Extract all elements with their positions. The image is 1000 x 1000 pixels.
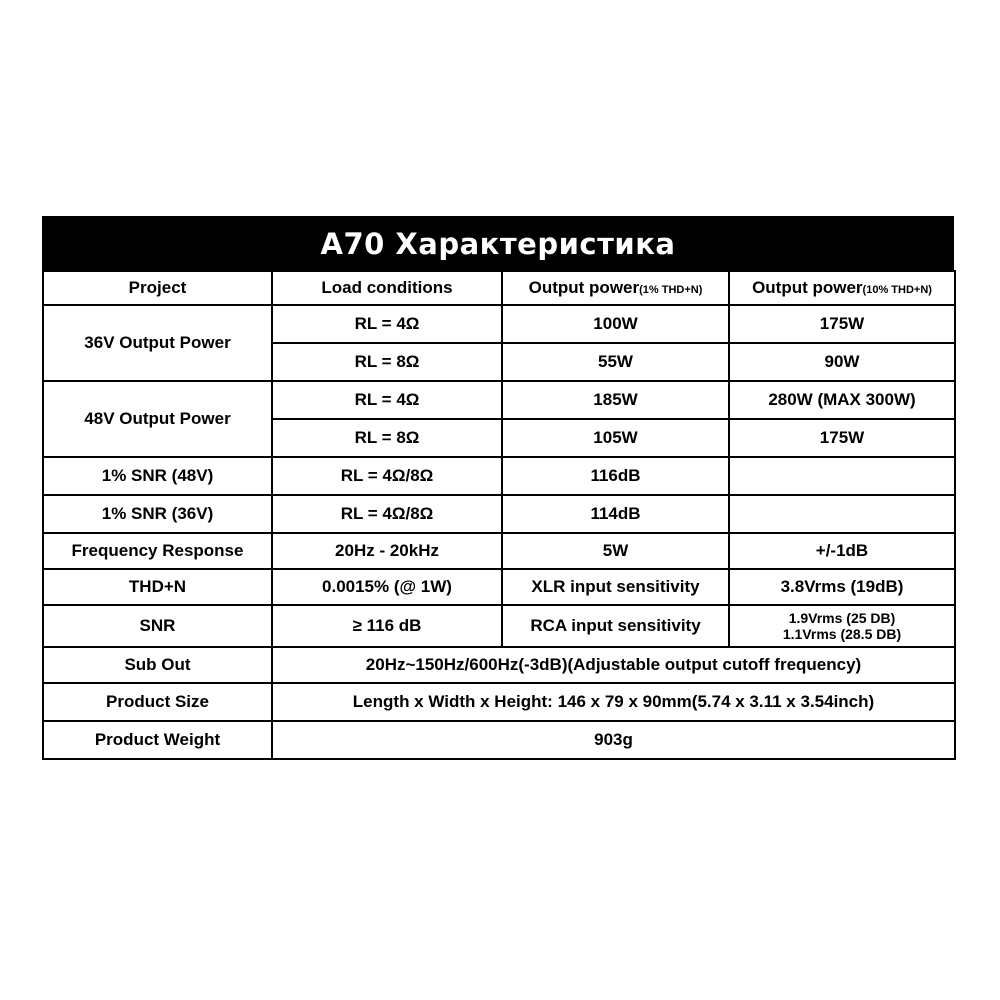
- row-48v-8ohm-10pct: 175W: [729, 419, 955, 457]
- row-48v-4ohm-1pct: 185W: [502, 381, 729, 419]
- row-snr48-label: 1% SNR (48V): [43, 457, 272, 495]
- spec-sheet: [42, 216, 954, 760]
- table-row: [43, 457, 955, 495]
- row-sub-out-label: Sub Out: [43, 647, 272, 683]
- row-freq-value: 20Hz - 20kHz: [272, 533, 502, 569]
- table-row: [43, 533, 955, 569]
- header-project: Project: [43, 271, 272, 305]
- row-thd-c3: XLR input sensitivity: [502, 569, 729, 605]
- row-freq-label: Frequency Response: [43, 533, 272, 569]
- row-size-label: Product Size: [43, 683, 272, 721]
- row-48v-8ohm-load: RL = 8Ω: [272, 419, 502, 457]
- table-row: [43, 305, 955, 343]
- table-row: [43, 605, 955, 647]
- row-36v-4ohm-10pct: 175W: [729, 305, 955, 343]
- row-sub-out-value: 20Hz~150Hz/600Hz(-3dB)(Adjustable output cutoff frequency): [272, 647, 955, 683]
- table-row: [43, 721, 955, 759]
- row-snr36-value: 114dB: [502, 495, 729, 533]
- spec-table: [42, 270, 956, 760]
- row-48v-4ohm-10pct: 280W (MAX 300W): [729, 381, 955, 419]
- table-row: [43, 647, 955, 683]
- row-48v-4ohm-load: RL = 4Ω: [272, 381, 502, 419]
- row-weight-value: 903g: [272, 721, 955, 759]
- row-snr48-load: RL = 4Ω/8Ω: [272, 457, 502, 495]
- row-36v-label: 36V Output Power: [43, 305, 272, 381]
- row-snr-c3: RCA input sensitivity: [502, 605, 729, 647]
- row-snr36-label: 1% SNR (36V): [43, 495, 272, 533]
- row-snr36-load: RL = 4Ω/8Ω: [272, 495, 502, 533]
- spec-title: A70 Характеристика: [42, 216, 954, 272]
- row-snr-c4: [729, 605, 955, 647]
- row-thd-label: THD+N: [43, 569, 272, 605]
- row-snr-c4-line1: 1.9Vrms (25 DB): [788, 610, 896, 626]
- table-row: [43, 495, 955, 533]
- row-thd-c4: 3.8Vrms (19dB): [729, 569, 955, 605]
- row-snr-value: ≥ 116 dB: [272, 605, 502, 647]
- header-output-power-10pct: [729, 271, 955, 305]
- table-row: [43, 569, 955, 605]
- row-36v-8ohm-10pct: 90W: [729, 343, 955, 381]
- header-output-power-1pct: [502, 271, 729, 305]
- row-36v-8ohm-load: RL = 8Ω: [272, 343, 502, 381]
- row-freq-c4: +/-1dB: [729, 533, 955, 569]
- header-row: [43, 271, 955, 305]
- row-snr-label: SNR: [43, 605, 272, 647]
- row-snr48-value: 116dB: [502, 457, 729, 495]
- row-36v-4ohm-1pct: 100W: [502, 305, 729, 343]
- header-output-power-1pct-note: (1% THD+N): [639, 284, 703, 296]
- row-36v-8ohm-1pct: 55W: [502, 343, 729, 381]
- row-36v-4ohm-load: RL = 4Ω: [272, 305, 502, 343]
- row-snr48-empty: [729, 457, 955, 495]
- header-output-power-10pct-label: Output power: [752, 278, 863, 297]
- header-output-power-10pct-note: (10% THD+N): [862, 284, 932, 296]
- row-snr-c4-line2: 1.1Vrms (28.5 DB): [782, 626, 902, 642]
- row-48v-label: 48V Output Power: [43, 381, 272, 457]
- row-weight-label: Product Weight: [43, 721, 272, 759]
- row-size-value: Length x Width x Height: 146 x 79 x 90mm(5.74 x 3.11 x 3.54inch): [272, 683, 955, 721]
- table-row: [43, 381, 955, 419]
- table-row: [43, 683, 955, 721]
- row-snr36-empty: [729, 495, 955, 533]
- row-48v-8ohm-1pct: 105W: [502, 419, 729, 457]
- header-load-conditions: Load conditions: [272, 271, 502, 305]
- row-thd-value: 0.0015% (@ 1W): [272, 569, 502, 605]
- header-output-power-1pct-label: Output power: [528, 278, 640, 297]
- row-freq-c3: 5W: [502, 533, 729, 569]
